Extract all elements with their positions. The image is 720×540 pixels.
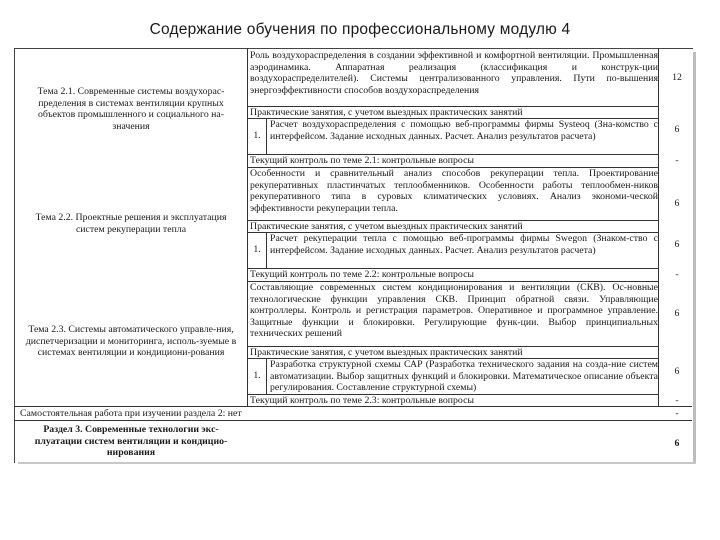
topic-2-2-control-hours: - xyxy=(675,269,679,280)
topic-2-1-hours: 12 xyxy=(672,72,682,83)
practice-number: 1. xyxy=(253,370,261,381)
independent-work: Самостоятельная работа при изучении раздела 2: нет xyxy=(20,408,242,419)
row-divider xyxy=(14,406,692,407)
topic-2-3-control: Текущий контроль по теме 2.3: контрольные вопросы xyxy=(250,395,474,406)
topic-2-1-practice-row xyxy=(250,119,658,154)
topic-2-2-practice-hours: 6 xyxy=(674,239,680,250)
topic-2-2-control: Текущий контроль по теме 2.2: контрольные вопросы xyxy=(250,269,474,280)
row-divider xyxy=(14,420,692,421)
topic-2-2-practice-header: Практические занятия, с учетом выездных практических занятий xyxy=(250,221,523,232)
practice-text: Расчет рекуперации тепла с помощью веб-программы фирмы Swegon (Знаком-ство с интерфейсом. Задание исходных данных. Расчет. Анализ результатов расчета) xyxy=(266,233,658,268)
topic-2-1-content: Роль воздухораспределения в создании эффективной и комфортной вентиляции. Промышленная аэродинамика. Аппаратная реализация (классификация и конструк-ции воздухораспределителей). Системы централизованного управления. Пути по-вышения энергоэффективности способов воздухораспределения xyxy=(250,50,658,96)
topic-2-2-content: Особенности и сравнительный анализ способов рекуперации тепла. Проектирование рекуперативных пластинчатых теплообменников. Особенности работы теплообмен-ников рекуперативного типа в суровых климатических условиях. Анализ экономи-ческой эффективности рекуперации тепла. xyxy=(250,168,658,214)
practice-number: 1. xyxy=(253,244,261,255)
topic-2-2-practice-row xyxy=(250,233,658,268)
topic-2-2-hours: 6 xyxy=(674,198,680,209)
topic-2-2: Тема 2.2. Проектные решения и эксплуатация систем рекуперации тепла xyxy=(35,212,227,235)
topic-2-3-practice-header: Практические занятия, с учетом выездных практических занятий xyxy=(250,347,523,358)
topic-2-3-control-hours: - xyxy=(675,395,679,406)
topic-2-1: Тема 2.1. Современные системы воздухорас-пределения в системах вентиляции крупных объектов промышленного и социального на-значения xyxy=(37,86,225,132)
practice-text: Разработка структурной схемы САР (Разработка технического задания на созда-ние систем автоматизации. Выбор защитных функций и блокировки. Математическое описание объекта регулирования. Составление структурной схемы) xyxy=(266,359,658,394)
independent-work-hours: - xyxy=(675,408,679,419)
topic-2-3-hours: 6 xyxy=(674,308,680,319)
topic-2-3-practice-row xyxy=(250,359,658,394)
topic-2-1-practice-hours: 6 xyxy=(674,124,680,135)
page-title: Содержание обучения по профессиональному модулю 4 xyxy=(149,21,571,38)
practice-number: 1. xyxy=(253,130,261,141)
topic-2-1-control-hours: - xyxy=(675,155,679,166)
column-divider-hours xyxy=(658,48,659,406)
topic-2-1-practice-header: Практические занятия, с учетом выездных практических занятий xyxy=(250,107,523,118)
section-3-hours: 6 xyxy=(674,438,680,449)
topic-2-3-content: Составляющие современных систем кондиционирования и вентиляции (СКВ). Ос-новные технологические функции управления СКВ. Принцип обратной связи. Управляющие контроллеры. Контроль и регистрация параметров. Оперативное и программное управление. Защитные функции и блокировки. Регулирующие функ-ции. Выбор принципиальных технических решений xyxy=(250,282,658,340)
topic-2-3: Тема 2.3. Системы автоматического управле-ния, диспетчеризации и мониторинга, исполь-зуемые в системах вентиляции и кондициони-рования xyxy=(25,324,237,359)
practice-text: Расчет воздухораспределения с помощью веб-программы фирмы Systeoq (Зна-комство с интерфейсом. Задание исходных данных. Расчет. Анализ результатов расчета) xyxy=(266,119,658,154)
section-3-title: Раздел 3. Современные технологии экс-плуатации систем вентиляции и кондицио-нирования xyxy=(34,424,228,459)
column-divider-topic xyxy=(247,48,248,406)
topic-2-1-control: Текущий контроль по теме 2.1: контрольные вопросы xyxy=(250,155,474,166)
topic-2-3-practice-hours: 6 xyxy=(674,366,680,377)
